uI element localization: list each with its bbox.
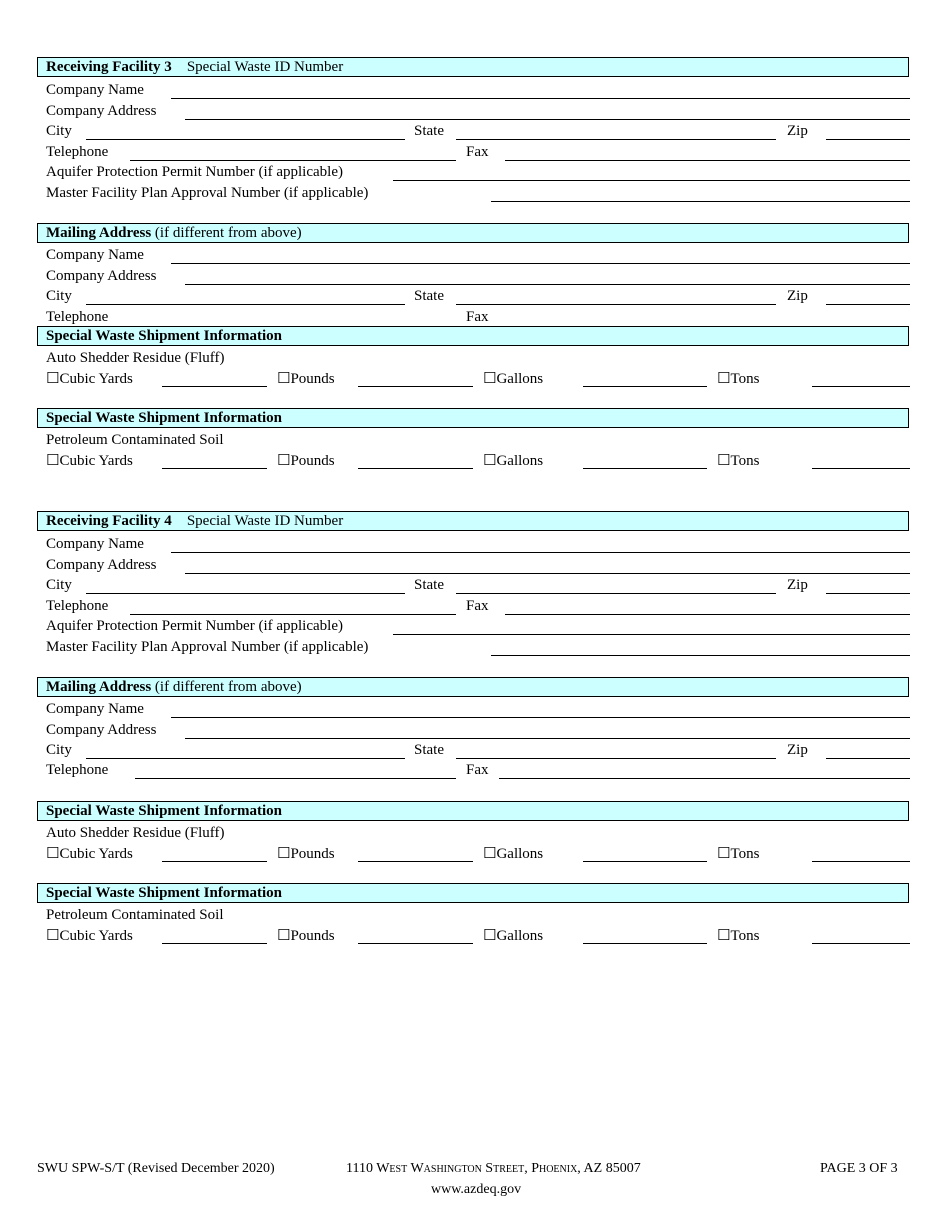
- mail-telephone-field[interactable]: [135, 778, 456, 779]
- gallons-field[interactable]: [583, 386, 707, 387]
- checkbox-icon[interactable]: ☐: [46, 926, 60, 944]
- facility4-shipment2-item-row: [0, 905, 950, 926]
- facility3-shipment1-item-row: [0, 348, 950, 369]
- company-name-label: Company Name: [46, 536, 144, 552]
- facility3-shipment2-header: [37, 408, 909, 428]
- state-label: State: [414, 123, 444, 139]
- zip-field[interactable]: [826, 139, 910, 140]
- facility4-mail-telephone-row: [0, 760, 950, 781]
- facility4-mail-city-row: [0, 740, 950, 761]
- fax-label: Fax: [466, 598, 489, 614]
- facility4-waste-id-label: Special Waste ID Number: [186, 513, 344, 529]
- tons-option[interactable]: [717, 368, 759, 389]
- pounds-label: Pounds: [290, 371, 335, 387]
- telephone-label: Telephone: [46, 144, 109, 160]
- mail-zip-field[interactable]: [826, 304, 910, 305]
- pounds-field[interactable]: [358, 386, 473, 387]
- mailing-title: Mailing Address: [46, 679, 152, 695]
- checkbox-icon[interactable]: ☐: [277, 451, 291, 469]
- gallons-option[interactable]: [483, 843, 543, 864]
- pounds-label: Pounds: [290, 453, 335, 469]
- facility4-title: Receiving Facility 4: [46, 513, 172, 529]
- facility4-shipment1-header: [37, 801, 909, 821]
- mail-company-name-field[interactable]: [171, 717, 910, 718]
- pounds-option[interactable]: [277, 368, 335, 389]
- checkbox-icon[interactable]: ☐: [46, 369, 60, 387]
- facility3-telephone-row: [0, 142, 950, 163]
- company-address-label: Company Address: [46, 103, 157, 119]
- tons-field[interactable]: [812, 468, 910, 469]
- pounds-field[interactable]: [358, 943, 473, 944]
- city-label: City: [46, 123, 72, 139]
- pounds-option[interactable]: [277, 450, 335, 471]
- facility3-mail-company-name-row: [0, 245, 950, 266]
- cubic-yards-label: Cubic Yards: [59, 371, 133, 387]
- facility4-header: [37, 511, 909, 531]
- zip-field[interactable]: [826, 593, 910, 594]
- mail-zip-field[interactable]: [826, 758, 910, 759]
- mail-company-name-label: Company Name: [46, 247, 144, 263]
- facility3-master-plan-row: [0, 183, 950, 204]
- telephone-field[interactable]: [130, 160, 456, 161]
- cubic-yards-field[interactable]: [162, 943, 267, 944]
- facility3-mail-company-address-row: [0, 266, 950, 287]
- facility3-waste-id-label: Special Waste ID Number: [186, 59, 344, 75]
- facility3-shipment1-units-row: [0, 368, 950, 389]
- city-label: City: [46, 577, 72, 593]
- mail-zip-label: Zip: [787, 742, 808, 758]
- shipment-title: Special Waste Shipment Information: [46, 328, 282, 344]
- facility3-header: [37, 57, 909, 77]
- footer-page-number: PAGE 3 OF 3: [820, 1161, 898, 1176]
- cubic-yards-option[interactable]: [46, 450, 133, 471]
- footer-form-id: SWU SPW-S/T (Revised December 2020): [37, 1161, 275, 1176]
- mail-city-field[interactable]: [86, 304, 405, 305]
- mail-telephone-label: Telephone: [46, 309, 109, 325]
- facility3-mail-telephone-row: [0, 307, 950, 328]
- city-field[interactable]: [86, 593, 405, 594]
- city-field[interactable]: [86, 139, 405, 140]
- company-name-label: Company Name: [46, 82, 144, 98]
- mail-company-name-field[interactable]: [171, 263, 910, 264]
- checkbox-icon[interactable]: ☐: [717, 844, 731, 862]
- tons-label: Tons: [730, 453, 760, 469]
- tons-field[interactable]: [812, 861, 910, 862]
- fax-field[interactable]: [505, 614, 910, 615]
- tons-option[interactable]: [717, 450, 759, 471]
- gallons-option[interactable]: [483, 925, 543, 946]
- shipment-title: Special Waste Shipment Information: [46, 410, 282, 426]
- facility3-shipment1-header: [37, 326, 909, 346]
- gallons-option[interactable]: [483, 368, 543, 389]
- gallons-label: Gallons: [496, 846, 544, 862]
- facility4-shipment1-item-row: [0, 823, 950, 844]
- mail-state-field[interactable]: [456, 304, 776, 305]
- facility4-aquifer-row: [0, 616, 950, 637]
- facility3-company-address-row: [0, 101, 950, 122]
- facility3-company-name-row: [0, 80, 950, 101]
- checkbox-icon[interactable]: ☐: [46, 451, 60, 469]
- tons-field[interactable]: [812, 943, 910, 944]
- cubic-yards-field[interactable]: [162, 468, 267, 469]
- shipment-title: Special Waste Shipment Information: [46, 885, 282, 901]
- master-plan-label: Master Facility Plan Approval Number (if applicable): [46, 639, 369, 655]
- checkbox-icon[interactable]: ☐: [483, 451, 497, 469]
- tons-option[interactable]: [717, 925, 759, 946]
- telephone-label: Telephone: [46, 598, 109, 614]
- master-plan-field[interactable]: [491, 201, 910, 202]
- mail-city-field[interactable]: [86, 758, 405, 759]
- aquifer-permit-field[interactable]: [393, 634, 910, 635]
- facility4-telephone-row: [0, 596, 950, 617]
- checkbox-icon[interactable]: ☐: [717, 926, 731, 944]
- shipment-item-label: Auto Shedder Residue (Fluff): [46, 350, 225, 366]
- mail-state-field[interactable]: [456, 758, 776, 759]
- mail-company-address-field[interactable]: [185, 284, 910, 285]
- checkbox-icon[interactable]: ☐: [483, 844, 497, 862]
- facility4-shipment2-units-row: [0, 925, 950, 946]
- facility4-mail-company-address-row: [0, 720, 950, 741]
- cubic-yards-option[interactable]: [46, 843, 133, 864]
- pounds-option[interactable]: [277, 925, 335, 946]
- footer-website[interactable]: www.azdeq.gov: [431, 1182, 522, 1197]
- mail-city-label: City: [46, 288, 72, 304]
- state-field[interactable]: [456, 593, 776, 594]
- mail-company-address-label: Company Address: [46, 722, 157, 738]
- gallons-label: Gallons: [496, 928, 544, 944]
- mail-company-name-label: Company Name: [46, 701, 144, 717]
- mail-company-address-field[interactable]: [185, 738, 910, 739]
- cubic-yards-option[interactable]: [46, 368, 133, 389]
- checkbox-icon[interactable]: ☐: [277, 369, 291, 387]
- tons-label: Tons: [730, 846, 760, 862]
- facility4-shipment2-header: [37, 883, 909, 903]
- mail-fax-label: Fax: [466, 762, 489, 778]
- facility4-mail-company-name-row: [0, 699, 950, 720]
- facility4-master-plan-row: [0, 637, 950, 658]
- company-address-field[interactable]: [185, 573, 910, 574]
- facility4-company-address-row: [0, 555, 950, 576]
- state-field[interactable]: [456, 139, 776, 140]
- pounds-field[interactable]: [358, 468, 473, 469]
- gallons-field[interactable]: [583, 943, 707, 944]
- mailing-title: Mailing Address: [46, 225, 152, 241]
- master-plan-label: Master Facility Plan Approval Number (if applicable): [46, 185, 369, 201]
- cubic-yards-field[interactable]: [162, 861, 267, 862]
- mail-state-label: State: [414, 288, 444, 304]
- tons-option[interactable]: [717, 843, 759, 864]
- fax-field[interactable]: [505, 160, 910, 161]
- pounds-label: Pounds: [290, 928, 335, 944]
- cubic-yards-option[interactable]: [46, 925, 133, 946]
- facility3-shipment2-item-row: [0, 430, 950, 451]
- checkbox-icon[interactable]: ☐: [277, 926, 291, 944]
- gallons-field[interactable]: [583, 861, 707, 862]
- checkbox-icon[interactable]: ☐: [277, 844, 291, 862]
- fax-label: Fax: [466, 144, 489, 160]
- zip-label: Zip: [787, 577, 808, 593]
- gallons-field[interactable]: [583, 468, 707, 469]
- tons-field[interactable]: [812, 386, 910, 387]
- checkbox-icon[interactable]: ☐: [717, 451, 731, 469]
- pounds-label: Pounds: [290, 846, 335, 862]
- company-address-label: Company Address: [46, 557, 157, 573]
- aquifer-permit-label: Aquifer Protection Permit Number (if applicable): [46, 618, 343, 634]
- mail-company-address-label: Company Address: [46, 268, 157, 284]
- gallons-option[interactable]: [483, 450, 543, 471]
- company-name-field[interactable]: [171, 98, 910, 99]
- mail-fax-field[interactable]: [499, 778, 910, 779]
- zip-label: Zip: [787, 123, 808, 139]
- gallons-label: Gallons: [496, 453, 544, 469]
- facility4-mailing-header: [37, 677, 909, 697]
- checkbox-icon[interactable]: ☐: [483, 369, 497, 387]
- company-name-field[interactable]: [171, 552, 910, 553]
- checkbox-icon[interactable]: ☐: [483, 926, 497, 944]
- shipment-item-label: Auto Shedder Residue (Fluff): [46, 825, 225, 841]
- mail-fax-label: Fax: [466, 309, 489, 325]
- footer-address: 1110 West Washington Street, Phoenix, AZ 85007: [346, 1161, 641, 1176]
- facility3-aquifer-row: [0, 162, 950, 183]
- shipment-item-label: Petroleum Contaminated Soil: [46, 432, 224, 448]
- checkbox-icon[interactable]: ☐: [717, 369, 731, 387]
- pounds-field[interactable]: [358, 861, 473, 862]
- mailing-note: (if different from above): [154, 225, 302, 241]
- mail-telephone-label: Telephone: [46, 762, 109, 778]
- cubic-yards-label: Cubic Yards: [59, 453, 133, 469]
- aquifer-permit-field[interactable]: [393, 180, 910, 181]
- company-address-field[interactable]: [185, 119, 910, 120]
- master-plan-field[interactable]: [491, 655, 910, 656]
- aquifer-permit-label: Aquifer Protection Permit Number (if applicable): [46, 164, 343, 180]
- cubic-yards-label: Cubic Yards: [59, 928, 133, 944]
- facility4-city-row: [0, 575, 950, 596]
- pounds-option[interactable]: [277, 843, 335, 864]
- facility3-mailing-header: [37, 223, 909, 243]
- facility4-shipment1-units-row: [0, 843, 950, 864]
- mailing-note: (if different from above): [154, 679, 302, 695]
- cubic-yards-label: Cubic Yards: [59, 846, 133, 862]
- gallons-label: Gallons: [496, 371, 544, 387]
- tons-label: Tons: [730, 371, 760, 387]
- checkbox-icon[interactable]: ☐: [46, 844, 60, 862]
- cubic-yards-field[interactable]: [162, 386, 267, 387]
- telephone-field[interactable]: [130, 614, 456, 615]
- facility3-mail-city-row: [0, 286, 950, 307]
- state-label: State: [414, 577, 444, 593]
- shipment-title: Special Waste Shipment Information: [46, 803, 282, 819]
- mail-state-label: State: [414, 742, 444, 758]
- facility3-shipment2-units-row: [0, 450, 950, 471]
- tons-label: Tons: [730, 928, 760, 944]
- mail-city-label: City: [46, 742, 72, 758]
- facility4-company-name-row: [0, 534, 950, 555]
- facility3-city-row: [0, 121, 950, 142]
- facility3-title: Receiving Facility 3: [46, 59, 172, 75]
- mail-zip-label: Zip: [787, 288, 808, 304]
- shipment-item-label: Petroleum Contaminated Soil: [46, 907, 224, 923]
